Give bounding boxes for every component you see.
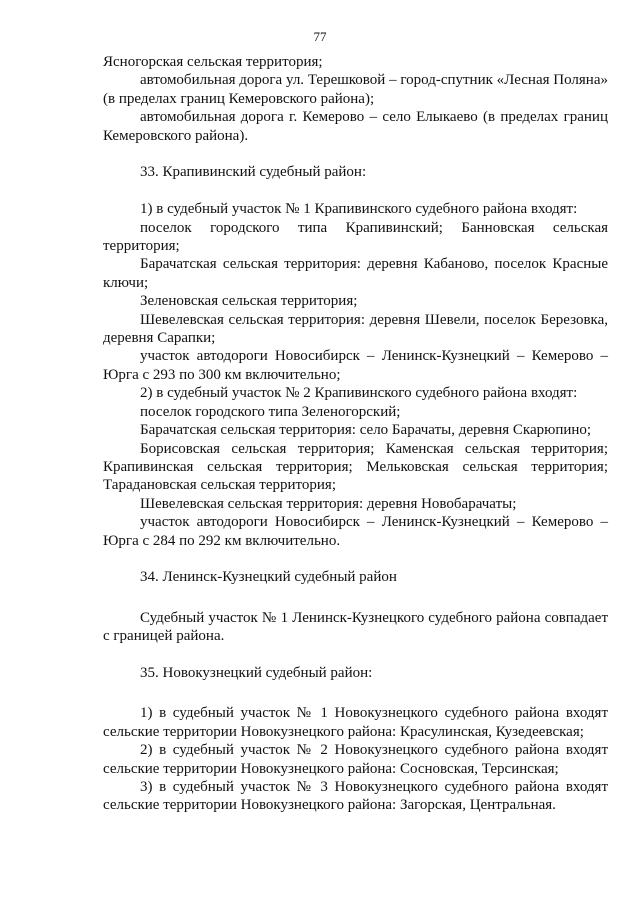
paragraph: поселок городского типа Крапивинский; Банновская сельская территория; [103, 219, 608, 255]
paragraph: поселок городского типа Зеленогорский; [140, 403, 401, 420]
paragraph: 3) в судебный участок № 3 Новокузнецкого судебного района входят сельские территории Новокузнецкого района: Загорская, Центральная. [103, 778, 608, 814]
paragraph: 2) в судебный участок № 2 Новокузнецкого судебного района входят сельские территории Новокузнецкого района: Сосновская, Терсинская; [103, 742, 608, 777]
paragraph: автомобильная дорога г. Кемерово – село Елыкаево (в пределах границ Кемеровского района). [103, 109, 608, 144]
document-body [103, 53, 608, 815]
section-heading: 35. Новокузнецкий судебный район: [140, 664, 373, 681]
paragraph: Судебный участок № 1 Ленинск-Кузнецкого судебного района совпадает с границей района. [103, 609, 608, 645]
paragraph: 1) в судебный участок № 1 Новокузнецкого судебного района входят сельские территории Новокузнецкого района: Красулинская, Кузедеевская; [103, 705, 608, 740]
paragraph: Барачатская сельская территория: деревня Кабаново, поселок Красные ключи; [103, 256, 608, 291]
paragraph: автомобильная дорога ул. Терешковой – город-спутник «Лесная Поляна» (в пределах границ Кемеровского района); [103, 72, 608, 107]
paragraph: 1) в судебный участок № 1 Крапивинского судебного района входят: [140, 201, 578, 218]
section-heading: 34. Ленинск-Кузнецкий судебный район [140, 569, 397, 586]
paragraph: Борисовская сельская территория; Каменская сельская территория; Крапивинская сельская территория; Мельковская сельская территория; Тарадановская сельская территория; [103, 440, 608, 494]
paragraph: участок автодороги Новосибирск – Ленинск-Кузнецкий – Кемерово – Юрга с 284 по 292 км включительно. [103, 514, 608, 549]
paragraph: Зеленовская сельская территория; [140, 293, 358, 310]
paragraph: 2) в судебный участок № 2 Крапивинского судебного района входят: [140, 385, 578, 402]
paragraph: Ясногорская сельская территория; [103, 54, 323, 70]
paragraph: Барачатская сельская территория: село Барачаты, деревня Скарюпино; [140, 422, 592, 439]
paragraph: участок автодороги Новосибирск – Ленинск-Кузнецкий – Кемерово – Юрга с 293 по 300 км включительно; [103, 348, 608, 383]
paragraph: Шевелевская сельская территория: деревня Новобарачаты; [140, 495, 517, 512]
paragraph: Шевелевская сельская территория: деревня Шевели, поселок Березовка, деревня Сарапки; [103, 311, 608, 347]
section-heading: 33. Крапивинский судебный район: [140, 164, 367, 181]
page-number: 77 [313, 29, 327, 44]
